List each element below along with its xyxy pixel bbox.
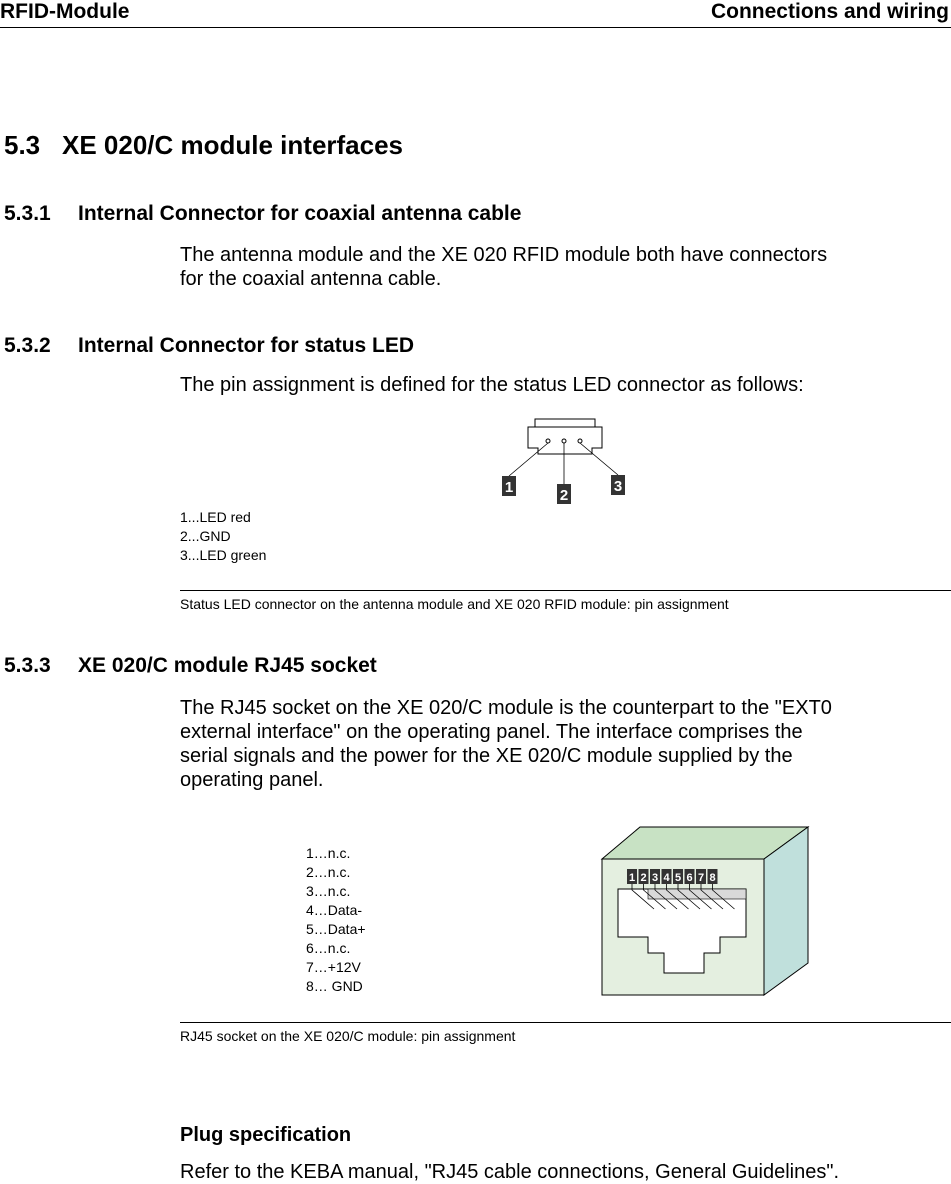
subsection-heading-rj45 <box>4 653 377 679</box>
pin-number-label: 2 <box>559 487 569 504</box>
paragraph-line: operating panel. <box>180 769 324 791</box>
header-rule <box>0 27 951 28</box>
pin-list-item: 3...LED green <box>180 547 267 563</box>
subsection-number: 5.3.3 <box>4 654 51 677</box>
paragraph-line: The antenna module and the XE 020 RFID module both have connectors <box>180 244 828 266</box>
status-led-connector-diagram <box>495 418 635 510</box>
paragraph-line: for the coaxial antenna cable. <box>180 268 442 290</box>
paragraph-line: external interface" on the operating panel. The interface comprises the <box>180 721 803 743</box>
pin-number-label: 1 <box>504 479 514 496</box>
pin-list-item: 1…n.c. <box>306 845 351 861</box>
section-title: XE 020/C module interfaces <box>62 130 404 160</box>
pin-list-item: 4…Data- <box>306 902 363 918</box>
pin-list-item: 2...GND <box>180 528 231 544</box>
paragraph-status-led: The pin assignment is defined for the status LED connector as follows: <box>180 374 804 396</box>
subsection-heading-coaxial <box>4 201 521 227</box>
caption-rule <box>180 1022 951 1023</box>
pin-number-label: 3 <box>613 478 623 495</box>
paragraph-line: serial signals and the power for the XE 020/C module supplied by the <box>180 745 793 767</box>
pin-list-item: 8… GND <box>306 978 363 994</box>
section-number: 5.3 <box>4 130 41 160</box>
paragraph-rj45 <box>180 696 951 792</box>
plug-specification-text: Refer to the KEBA manual, "RJ45 cable connections, General Guidelines". <box>180 1161 840 1183</box>
socket-pin-number: 5 <box>674 872 682 884</box>
header-chapter-title: Connections and wiring <box>710 0 949 23</box>
pin-list-item: 1...LED red <box>180 509 251 525</box>
pin-list-item: 5…Data+ <box>306 921 366 937</box>
rj45-pin-list <box>306 844 366 996</box>
socket-pin-number: 6 <box>686 872 693 884</box>
section-heading <box>4 130 403 160</box>
socket-pin-number: 7 <box>697 872 705 884</box>
subsection-title: Internal Connector for status LED <box>78 334 415 357</box>
figure-caption-rj45: RJ45 socket on the XE 020/C module: pin assignment <box>180 1028 516 1044</box>
paragraph-coaxial <box>180 243 951 291</box>
figure-caption-status-led: Status LED connector on the antenna module and XE 020 RFID module: pin assignment <box>180 596 729 612</box>
pin-list-item: 7…+12V <box>306 959 361 975</box>
rj45-socket-diagram <box>600 825 810 999</box>
subsection-heading-status-led <box>4 333 414 359</box>
subsection-number: 5.3.1 <box>4 202 51 225</box>
subsection-number: 5.3.2 <box>4 334 51 357</box>
pin-list-item: 2…n.c. <box>306 864 351 880</box>
pin-list-item: 6…n.c. <box>306 940 351 956</box>
socket-pin-number: 8 <box>709 872 716 884</box>
pin-list-item: 3…n.c. <box>306 883 351 899</box>
subsection-title: Internal Connector for coaxial antenna cable <box>78 202 522 225</box>
caption-rule <box>180 590 951 591</box>
socket-pin-number: 3 <box>651 872 659 884</box>
subsection-title: XE 020/C module RJ45 socket <box>78 654 377 677</box>
socket-pin-number: 1 <box>628 872 636 884</box>
socket-pin-number: 2 <box>640 872 647 884</box>
paragraph-line: The RJ45 socket on the XE 020/C module is the counterpart to the "EXT0 <box>180 697 832 719</box>
status-led-pin-list <box>180 508 266 565</box>
socket-pin-number: 4 <box>663 872 670 884</box>
plug-specification-heading: Plug specification <box>180 1124 352 1146</box>
header-module-name: RFID-Module <box>0 0 130 23</box>
